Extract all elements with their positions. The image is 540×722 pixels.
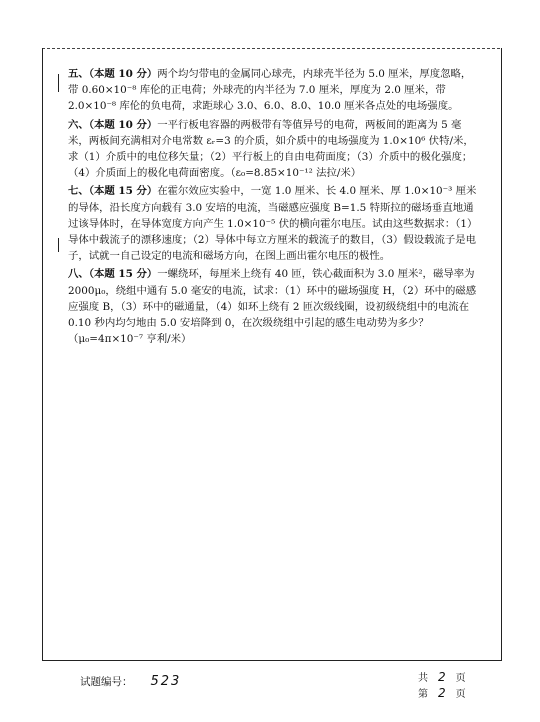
question-text: 在霍尔效应实验中，一宽 1.0 厘米、长 4.0 厘米、厚 1.0×10⁻³ 厘米的导体，沿长度方向载有 3.0 安培的电流，当磁感应强度 B=1.5 特斯拉的磁场垂直地通过该导体时，在导体宽度方向产生 1.0×10⁻⁵ 伏的横向霍尔电压。试由这些数据求：（1）导体中载流子的漂移速度；（2）导体中每立方厘米的载流子的数目，（3）假设载流子是电子，试就一自己设定的电流和磁场方向，在图上画出霍尔电压的极性。 bbox=[68, 185, 478, 263]
exam-code bbox=[80, 674, 181, 689]
exam-code-value: 523 bbox=[150, 674, 182, 689]
question-6 bbox=[68, 117, 480, 182]
question-text: 一平行板电容器的两极带有等值异号的电荷，两板间的距离为 5 毫米，两板间充满相对介电常数 εᵣ=3 的介质，如介质中的电场强度为 1.0×10⁶ 伏特/米，求（1）介质中的电位移矢量；（2）平行板上的自由电荷面度；（3）介质中的极化强度；（4）介质面上的极化电荷面密度。（ε₀=8.85×10⁻¹² 法拉/米） bbox=[68, 118, 474, 180]
total-pages-label-pre: 共 bbox=[418, 673, 428, 684]
question-text: 一螺绕环，每厘米上绕有 40 匝，铁心截面积为 3.0 厘米²，磁导率为 2000μ₀，绕组中通有 5.0 毫安的电流，试求：（1）环中的磁场强度 H，（2）环中的磁感应强度 B，（3）环中的磁通量，（4）如环上绕有 2 匝次级线圈，设初级绕组中的电流在 0.10 秒内均匀地由 5.0 安培降到 0，在次级绕组中引起的感生电动势为多少？（μ₀=4π×10⁻⁷ 亨利/米） bbox=[68, 268, 477, 346]
margin-mark bbox=[58, 238, 59, 252]
total-pages bbox=[418, 670, 466, 686]
margin-mark bbox=[58, 74, 59, 92]
question-number: 八、 bbox=[68, 268, 89, 281]
question-7 bbox=[68, 183, 480, 264]
question-number: 五、 bbox=[68, 68, 89, 80]
total-pages-value: 2 bbox=[438, 670, 446, 684]
question-number: 六、 bbox=[68, 118, 89, 131]
question-number: 七、 bbox=[68, 185, 89, 198]
total-pages-label-post: 页 bbox=[455, 673, 466, 684]
question-text: 两个均匀带电的金属同心球壳，内球壳半径为 5.0 厘米，厚度忽略，带 0.60×10⁻⁸ 库伦的正电荷；外球壳的内半径为 7.0 厘米，厚度为 2.0 厘米，带 2.0×10⁻⁸ 库伦的负电荷，求距球心 3.0、6.0、8.0、10.0 厘米各点处的电场强度。 bbox=[68, 68, 472, 113]
question-score: （本题 15 分） bbox=[88, 268, 158, 281]
exam-questions bbox=[68, 66, 480, 349]
current-page-value: 2 bbox=[438, 686, 446, 700]
page-counter bbox=[418, 670, 466, 702]
question-8 bbox=[68, 266, 480, 347]
question-score: （本题 15 分） bbox=[88, 185, 158, 198]
current-page-label-post: 页 bbox=[455, 689, 466, 700]
question-score: （本题 10 分） bbox=[88, 68, 158, 80]
exam-code-label: 试题编号： bbox=[80, 676, 133, 688]
question-score: （本题 10 分） bbox=[88, 118, 158, 131]
question-5 bbox=[68, 66, 480, 115]
current-page-label-pre: 第 bbox=[418, 689, 428, 700]
current-page bbox=[418, 686, 466, 702]
